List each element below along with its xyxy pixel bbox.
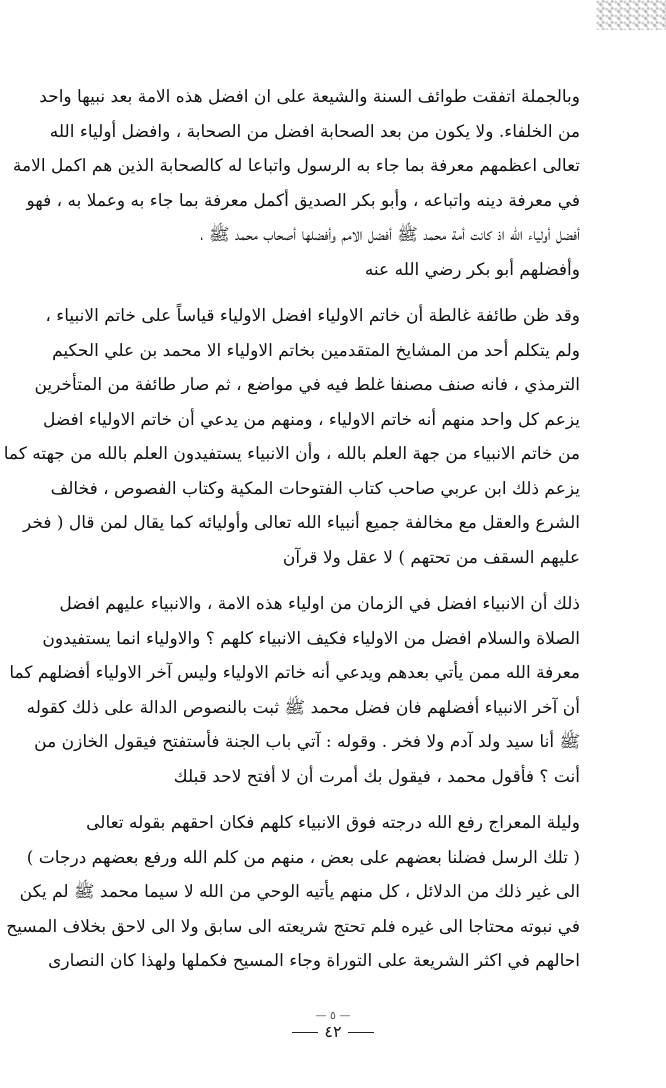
paragraph xyxy=(3,299,580,575)
text-line: وقد ظن طائفة غالطة أن خاتم الاولياء افضل الاولياء قياساً على خاتم الانبياء ، xyxy=(45,306,580,326)
text-line: ( تلك الرسل فضلنا بعضهم على بعض ، منهم من كلم الله ورفع بعضهم درجات ) xyxy=(26,847,580,868)
text-line: الترمذي ، فانه صنف مصنفا غلط فيه في مواضع ، ثم صار طائفة من المتأخرين xyxy=(34,375,580,395)
footer-mark: — ٥ — xyxy=(315,1009,351,1022)
paragraph xyxy=(9,587,580,794)
text-line: ﷺ أنا سيد ولد آدم ولا فخر . وقوله : آتي باب الجنة فأستفتح فيقول الخازن من xyxy=(34,732,580,752)
paragraph-gap xyxy=(96,287,580,299)
text-line: معرفة الله ممن يأتي بعدهم ويدعي أنه خاتم الاولياء وليس آخر الاولياء أفضلهم كما xyxy=(9,663,580,683)
text-line: يزعم ذلك ابن عربي صاحب كتاب الفتوحات المكية وكتاب الفصوص ، فخالف xyxy=(50,478,580,499)
text-line: تعالى اعظمهم معرفة بما جاء به الرسول واتباعا له كالصحابة الذين هم اكمل الامة xyxy=(12,156,580,176)
text-line: الصلاة والسلام افضل من الاولياء فكيف الانبياء كلهم ؟ والاولياء انما يستفيدون xyxy=(42,628,580,649)
text-line: وليلة المعراج رفع الله درجته فوق الانبياء كلهم فكان احقهم بقوله تعالى xyxy=(86,813,580,833)
arabic-body-text xyxy=(3,80,580,979)
paragraph xyxy=(6,806,580,979)
footer-dash-right xyxy=(348,1032,374,1033)
page-footer xyxy=(0,1010,666,1041)
text-line: الى غير ذلك من الدلائل ، كل منهم يأتيه الوحي من الله لا سيما محمد ﷺ لم يكن xyxy=(19,882,580,902)
text-line: ولم يتكلم أحد من المشايخ المتقدمين بخاتم الاولياء الا محمد بن علي الحكيم xyxy=(52,340,580,361)
paragraph xyxy=(12,80,580,287)
text-line: وأفضلهم أبو بكر رضي الله عنه xyxy=(364,259,580,280)
text-line: من خاتم الانبياء من جهة العلم بالله ، وأن الانبياء يستفيدون العلم بالله من جهته كما xyxy=(3,444,580,464)
text-line: احالهم في اكثر الشريعة على التوراة وجاء المسيح فكملها ولهذا كان النصارى xyxy=(48,951,580,971)
paragraph-gap xyxy=(96,575,580,587)
text-line: من الخلفاء. ولا يكون من بعد الصحابة افضل من الصحابة ، وافضل أولياء الله xyxy=(49,121,580,142)
text-line: أنت ؟ فأقول محمد ، فيقول بك أمرت أن لا أفتح لاحد قبلك xyxy=(173,766,580,787)
text-line: ذلك أن الانبياء افضل في الزمان من اولياء هذه الامة ، والانبياء عليهم افضل xyxy=(59,594,580,614)
text-line: أفضل أولياء الله اذ كانت أمة محمد ﷺ أفضل الامم وأفضلها أصحاب محمد ﷺ ، xyxy=(200,225,580,245)
text-line: أن آخر الانبياء أفضلهم فان فضل محمد ﷺ ثبت بالنصوص الدالة على ذلك كقوله xyxy=(26,697,580,718)
text-line: الشرع والعقل مع مخالفة جميع أنبياء الله تعالى وأوليائه كما يقال لمن قال ( فخر xyxy=(22,513,580,533)
footer-dash-left xyxy=(292,1032,318,1033)
text-line: عليهم السقف من تحتهم ) لا عقل ولا قرآن xyxy=(282,547,580,568)
paragraph-gap xyxy=(96,794,580,806)
text-line: في معرفة دينه واتباعه ، وأبو بكر الصديق أكمل معرفة بما جاء به وعملا به ، فهو xyxy=(26,190,580,211)
page-number: ٤٢ xyxy=(324,1022,342,1041)
text-line: في نبوته محتاجا الى غيره فلم تحتج شريعته الى سابق ولا الى لاحق بخلاف المسيح xyxy=(6,916,580,937)
scan-speckle-decoration xyxy=(596,0,666,30)
text-line: يزعم كل واحد منهم أنه خاتم الاولياء ، ومنهم من يدعي أن خاتم الاولياء افضل xyxy=(43,409,580,430)
text-line: وبالجملة اتفقت طوائف السنة والشيعة على ان افضل هذه الامة بعد نبيها واحد xyxy=(39,87,580,107)
